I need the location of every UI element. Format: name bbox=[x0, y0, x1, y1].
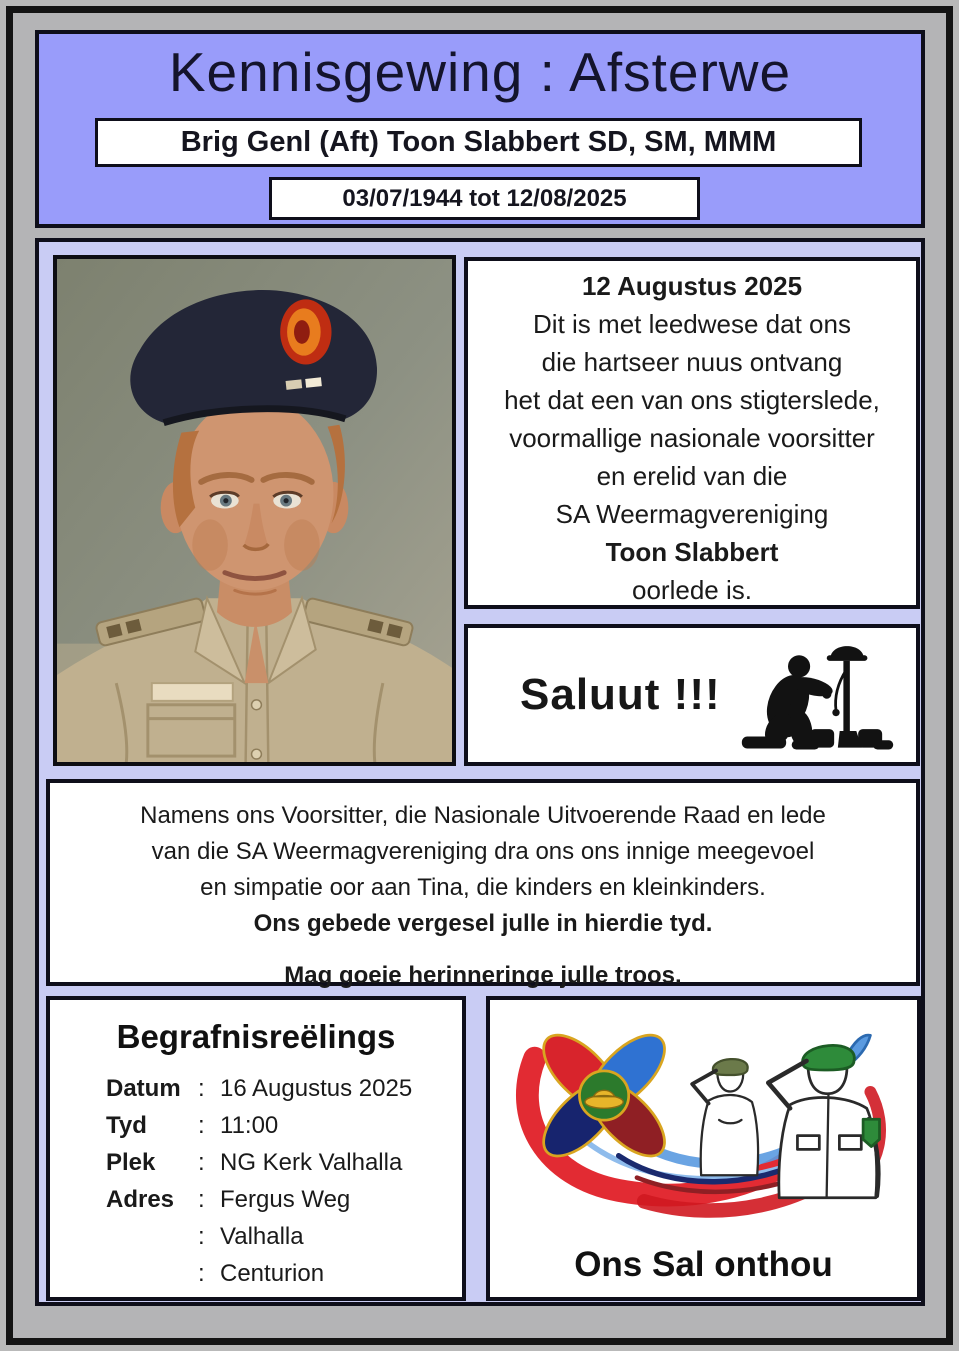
announcement-line: voormallige nasionale voorsitter bbox=[509, 423, 875, 453]
announcement-line: het dat een van ons stigterslede, bbox=[504, 385, 880, 415]
announcement-line: en erelid van die bbox=[596, 461, 788, 491]
funeral-arrangements-box bbox=[46, 996, 466, 1301]
announcement-name: Toon Slabbert bbox=[605, 537, 779, 567]
condolence-line: en simpatie oor aan Tina, die kinders en kleinkinders. bbox=[200, 874, 766, 901]
funeral-row-adres: Adres : Fergus Weg bbox=[106, 1186, 351, 1213]
dates-banner-text: 03/07/1944 tot 12/08/2025 bbox=[342, 184, 627, 212]
funeral-heading: Begrafnisreëlings bbox=[116, 1018, 396, 1055]
announcement-line: die hartseer nuus ontvang bbox=[541, 347, 843, 377]
announcement-line: oorlede is. bbox=[632, 575, 752, 605]
sa-weermagvereniging-emblem bbox=[531, 1023, 677, 1169]
announcement-box bbox=[464, 257, 920, 609]
header-panel bbox=[35, 30, 925, 228]
condolence-prayer-line: Ons gebede vergesel julle in hierdie tyd. bbox=[253, 910, 713, 937]
kneeling-soldier-battlefield-cross-icon bbox=[700, 635, 900, 755]
funeral-row-datum: Datum : 16 Augustus 2025 bbox=[106, 1075, 413, 1102]
funeral-row-adres-2: : Valhalla bbox=[198, 1223, 304, 1250]
salute-box bbox=[464, 624, 920, 766]
officer-portrait-image bbox=[57, 259, 452, 762]
two-saluting-soldiers-icon bbox=[692, 1035, 879, 1198]
name-banner bbox=[95, 118, 862, 167]
portrait-photo bbox=[53, 255, 456, 766]
remembrance-caption: Ons Sal onthou bbox=[574, 1245, 833, 1284]
funeral-rows bbox=[106, 1070, 462, 1292]
sa-weermagvereniging-logo bbox=[496, 1008, 911, 1236]
salute-label: Saluut !!! bbox=[520, 670, 721, 719]
remembrance-logo-box bbox=[486, 996, 921, 1301]
announcement-line: Dit is met leedwese dat ons bbox=[533, 309, 851, 339]
announcement-date: 12 Augustus 2025 bbox=[581, 271, 803, 301]
funeral-row-tyd: Tyd : 11:00 bbox=[106, 1112, 279, 1139]
page-title: Kennisgewing : Afsterwe bbox=[168, 41, 792, 103]
condolence-box bbox=[46, 779, 920, 989]
condolence-memories-line: Mag goeie herinneringe julle troos. bbox=[284, 962, 682, 989]
funeral-row-adres-3: : Centurion bbox=[198, 1260, 325, 1287]
dates-banner bbox=[269, 177, 700, 220]
name-banner-text: Brig Genl (Aft) Toon Slabbert SD, SM, MMM bbox=[180, 126, 777, 158]
body-panel bbox=[35, 238, 925, 1306]
condolence-line: van die SA Weermagvereniging dra ons ons innige meegevoel bbox=[151, 838, 815, 865]
funeral-row-plek: Plek : NG Kerk Valhalla bbox=[106, 1149, 403, 1176]
announcement-line: SA Weermagvereniging bbox=[555, 499, 829, 529]
condolence-line: Namens ons Voorsitter, die Nasionale Uitvoerende Raad en lede bbox=[140, 802, 826, 829]
